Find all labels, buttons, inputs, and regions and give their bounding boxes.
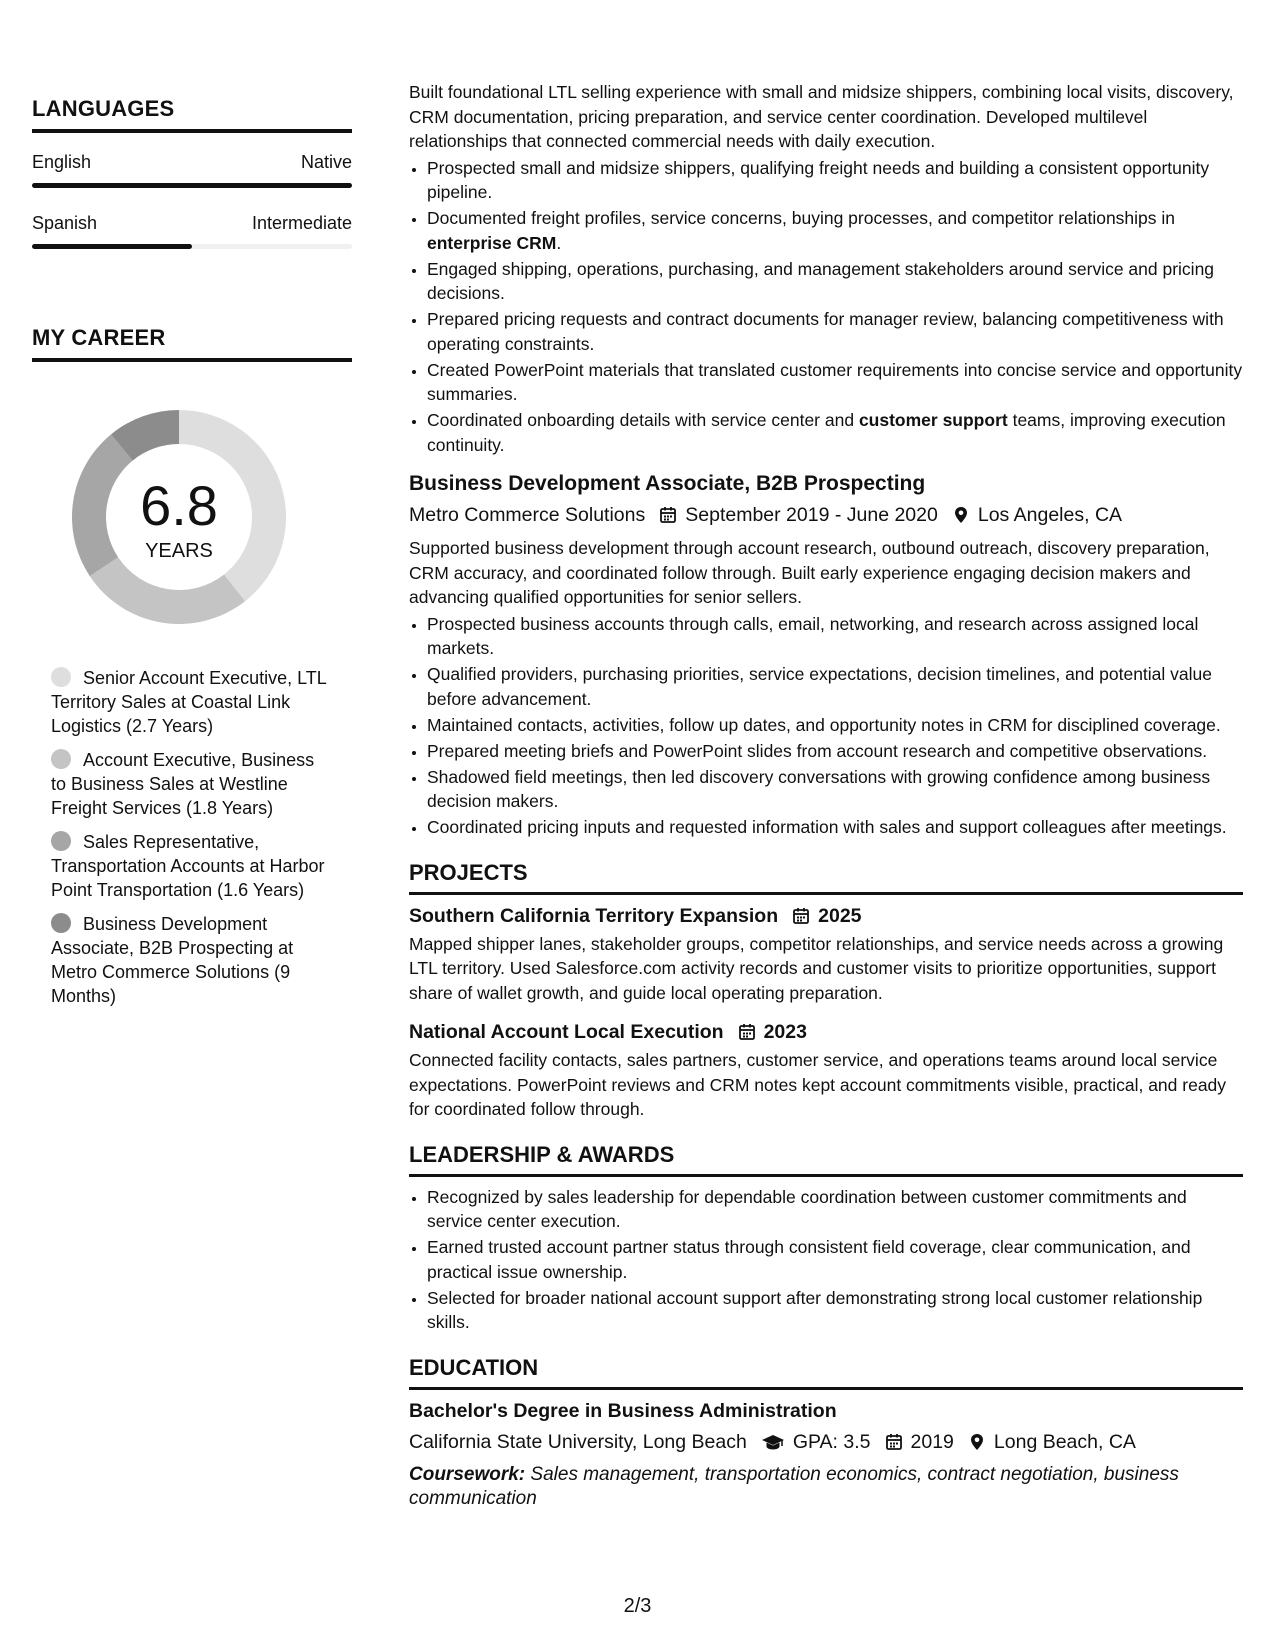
education-location: Long Beach, CA [993, 1430, 1136, 1453]
job-bullet: • Coordinated pricing inputs and requested information with sales and support colleagues after meetings. [427, 815, 1243, 840]
coursework-label: Coursework: [409, 1463, 526, 1485]
job-bullet: • Prepared pricing requests and contract documents for manager review, balancing competitiveness with operating constraints. [427, 307, 1243, 356]
calendar-icon [659, 506, 677, 524]
language-name: Spanish [32, 213, 98, 233]
language-proficiency-bar [32, 183, 352, 188]
job-summary: Supported business development through account research, outbound outreach, discovery preparation, CRM accuracy, and coordinated follow through. Built early experience engaging decision makers and advancing qualified opportunities for senior sellers. [409, 538, 1210, 607]
legend-label: Senior Account Executive, LTL Territory Sales at Coastal Link Logistics (2.7 Years) [51, 668, 327, 736]
language-spanish [32, 212, 352, 249]
job-location: Los Angeles, CA [977, 504, 1123, 526]
donut-slice [90, 557, 245, 624]
legend-label: Sales Representative, Transportation Accounts at Harbor Point Transportation (1.6 Years) [51, 832, 325, 900]
career-donut-chart [66, 404, 292, 630]
leadership-heading: LEADERSHIP & AWARDS [409, 1142, 1243, 1177]
legend-dot [51, 913, 71, 933]
language-level: Intermediate [251, 213, 352, 233]
education-gpa: GPA: 3.5 [792, 1430, 871, 1453]
language-proficiency-fill [32, 244, 192, 249]
education-degree: Bachelor's Degree in Business Administration [409, 1399, 837, 1422]
project-item [409, 1019, 1243, 1122]
job-bullets [409, 612, 1243, 840]
job-bullet: • Prepared meeting briefs and PowerPoint slides from account research and competitive observations. [427, 739, 1243, 764]
project-title: National Account Local Execution [409, 1021, 724, 1043]
page-number: 2/3 [623, 1595, 652, 1617]
education-school: California State University, Long Beach [409, 1430, 747, 1453]
language-level: Native [300, 152, 352, 172]
education-coursework [409, 1463, 1243, 1511]
job-bullet: • Documented freight profiles, service concerns, buying processes, and competitor relationships in enterprise CRM. [427, 206, 1243, 255]
education-meta [409, 1429, 1243, 1455]
right-column [409, 80, 1243, 1511]
leadership-bullets [409, 1185, 1243, 1335]
language-name: English [32, 152, 92, 172]
project-description: Connected facility contacts, sales partners, customer service, and operations teams around local service expectations. PowerPoint reviews and CRM notes kept account commitments visible, practical, and ready for coordinated follow through. [409, 1050, 1227, 1119]
legend-label: Business Development Associate, B2B Prospecting at Metro Commerce Solutions (9 Months) [51, 914, 294, 1006]
career-total-unit: YEARS [145, 540, 213, 562]
job-bullet: • Maintained contacts, activities, follow up dates, and opportunity notes in CRM for disciplined coverage. [427, 713, 1243, 738]
career-total-years: 6.8 [140, 474, 218, 537]
job-bullet: • Created PowerPoint materials that translated customer requirements into concise service and opportunity summaries. [427, 358, 1243, 407]
projects-heading: PROJECTS [409, 860, 1243, 895]
legend-dot [51, 749, 71, 769]
project-year: 2025 [818, 904, 862, 927]
job-company: Metro Commerce Solutions [409, 504, 646, 526]
job-bullet: • Qualified providers, purchasing priorities, service expectations, decision timelines, and potential value before advancement. [427, 662, 1243, 711]
legend-item [51, 666, 331, 738]
job-bullet: • Prospected business accounts through calls, email, networking, and research across assigned local markets. [427, 612, 1243, 661]
coursework-text: Sales management, transportation economics, contract negotiation, business communication [409, 1463, 1179, 1509]
graduation-cap-icon [761, 1433, 785, 1451]
job-bullet: • Prospected small and midsize shippers, qualifying freight needs and building a consistent opportunity pipeline. [427, 156, 1243, 205]
project-title-row [409, 1019, 1243, 1045]
calendar-icon [885, 1433, 903, 1451]
education-year: 2019 [910, 1430, 954, 1453]
project-title: Southern California Territory Expansion [409, 904, 779, 927]
leadership-bullet: • Earned trusted account partner status through consistent field coverage, clear communication, and practical issue ownership. [427, 1235, 1243, 1284]
career-legend [51, 666, 331, 1008]
job-summary: Built foundational LTL selling experience with small and midsize shippers, combining local visits, discovery, CRM documentation, pricing preparation, and service center coordination. Developed multilevel relationships that connected commercial needs with daily execution. [409, 82, 1234, 151]
languages-heading: LANGUAGES [32, 96, 352, 133]
job-bullets [409, 156, 1243, 458]
project-title-row [409, 903, 1243, 929]
calendar-icon [792, 907, 810, 925]
language-proficiency-fill [32, 183, 352, 188]
project-description: Mapped shipper lanes, stakeholder groups, competitor relationships, and service needs across a growing LTL territory. Used Salesforce.com activity records and customer visits to prioritize opportunities, support share of wallet growth, and guide local operating preparation. [409, 933, 1224, 1003]
language-english [32, 151, 352, 188]
job-bullet: • Engaged shipping, operations, purchasing, and management stakeholders around service and pricing decisions. [427, 257, 1243, 306]
map-pin-icon [968, 1433, 986, 1451]
legend-dot [51, 831, 71, 851]
legend-dot [51, 667, 71, 687]
donut-center [66, 474, 292, 563]
legend-item [51, 912, 331, 1008]
legend-item [51, 748, 331, 820]
legend-label: Account Executive, Business to Business Sales at Westline Freight Services (1.8 Years) [51, 750, 315, 818]
language-proficiency-bar [32, 244, 352, 249]
map-pin-icon [952, 506, 970, 524]
left-column [32, 96, 352, 1018]
career-heading: MY CAREER [32, 325, 352, 362]
job-dates: September 2019 - June 2020 [685, 504, 938, 526]
bold-keyword: customer support [858, 410, 1008, 430]
job-bullet: • Coordinated onboarding details with service center and customer support teams, improving execution continuity. [427, 408, 1243, 457]
calendar-icon [738, 1023, 756, 1041]
bold-keyword: enterprise CRM [427, 232, 557, 253]
project-item [409, 903, 1243, 1006]
job-meta [409, 502, 1243, 528]
leadership-bullet: • Recognized by sales leadership for dependable coordination between customer commitments and service center execution. [427, 1185, 1243, 1234]
leadership-bullet: • Selected for broader national account support after demonstrating strong local customer relationship skills. [427, 1286, 1243, 1335]
legend-item [51, 830, 331, 902]
job-title: Business Development Associate, B2B Prospecting [409, 472, 926, 495]
education-heading: EDUCATION [409, 1355, 1243, 1390]
project-year: 2023 [763, 1021, 807, 1043]
job-bullet: • Shadowed field meetings, then led discovery conversations with growing confidence among business decision makers. [427, 765, 1243, 814]
